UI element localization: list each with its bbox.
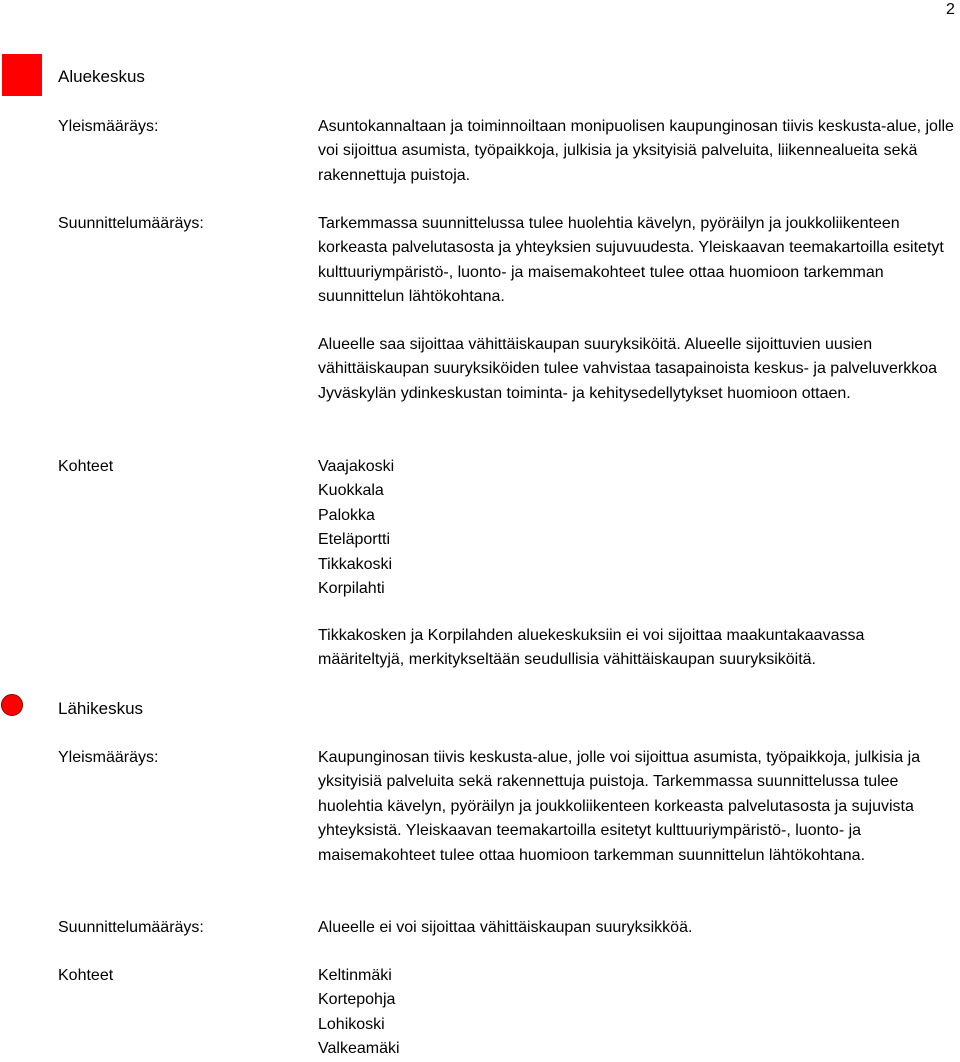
list-item: Korpilahti [318, 580, 385, 598]
list-item: Palokka [318, 506, 375, 524]
list-item: Kuokkala [318, 482, 384, 500]
lahikeskus-yleismaarays-text: Kaupunginosan tiivis keskusta-alue, jolle voi sijoittua asumista, työpaikkoja, julkisia ja yksityisiä palveluita sekä rakennettuja puistoja. Tarkemmassa suunnittelussa tulee huolehtia kävelyn, pyöräilyn ja joukkoliikenteen korkeasta palvelutasosta ja sujuvista yhteyksistä. Yleiskaavan teemakartoilla esitetyt kulttuuriympäristö-, luonto- ja maisemakohteet tulee ottaa huomioon tarkemman suunnittelun lähtökohtana. [318, 749, 921, 864]
aluekeskus-kohteet-list [318, 455, 954, 601]
aluekeskus-symbol-icon [2, 54, 42, 96]
aluekeskus-yleismaarays-text: Asuntokannaltaan ja toiminnoiltaan monipuolisen kaupunginosan tiivis keskusta-alue, jolle voi sijoittua asumista, työpaikkoja, julkisia ja yksityisiä palveluita, liikennealueita sekä rakennettuja puistoja. [318, 118, 954, 184]
aluekeskus-kohteet-label: Kohteet [58, 458, 114, 475]
lahikeskus-yleismaarays-label: Yleismääräys: [58, 749, 159, 766]
aluekeskus-suunnittelumaarays-label: Suunnittelumääräys: [58, 215, 204, 232]
lahikeskus-title: Lähikeskus [58, 699, 144, 718]
aluekeskus-kohteet-note: Tikkakosken ja Korpilahden aluekeskuksiin ei voi sijoittaa maakuntakaavassa määriteltyjä, merkitykseltään seudullisia vähittäiskaupan suuryksiköitä. [318, 627, 865, 669]
lahikeskus-kohteet-label: Kohteet [58, 967, 114, 984]
list-item: Lohikoski [318, 1015, 385, 1033]
list-item: Tikkakoski [318, 555, 393, 573]
lahikeskus-suunnittelumaarays-label: Suunnittelumääräys: [58, 919, 204, 936]
list-item: Vaajakoski [318, 458, 395, 475]
lahikeskus-kohteet-list [318, 964, 954, 1062]
aluekeskus-suunnittelumaarays-text-1: Tarkemmassa suunnittelussa tulee huolehtia kävelyn, pyöräilyn ja joukkoliikenteen korkeasta palvelutasosta ja yhteyksien sujuvuudesta. Yleiskaavan teemakartoilla esitetyt kulttuuriympäristö-, luonto- ja maisemakohteet tulee ottaa huomioon tarkemman suunnittelun lähtökohtana. [318, 215, 944, 306]
aluekeskus-yleismaarays-label: Yleismääräys: [58, 118, 159, 135]
lahikeskus-symbol-icon [1, 694, 23, 716]
list-item: Keltinmäki [318, 967, 392, 984]
aluekeskus-suunnittelumaarays-text-2: Alueelle saa sijoittaa vähittäiskaupan suuryksiköitä. Alueelle sijoittuvien uusien vähittäiskaupan suuryksiköiden tulee vahvistaa tasapainoista keskus- ja palveluverkkoa Jyväskylän ydinkeskustan toiminta- ja kehitysedellytykset huomioon ottaen. [318, 336, 938, 402]
page-number: 2 [946, 1, 955, 18]
aluekeskus-title: Aluekeskus [58, 67, 145, 86]
list-item: Valkeamäki [318, 1040, 400, 1058]
list-item: Kortepohja [318, 991, 396, 1009]
list-item: Eteläportti [318, 531, 391, 549]
lahikeskus-suunnittelumaarays-text: Alueelle ei voi sijoittaa vähittäiskaupan suuryksikköä. [318, 919, 693, 936]
